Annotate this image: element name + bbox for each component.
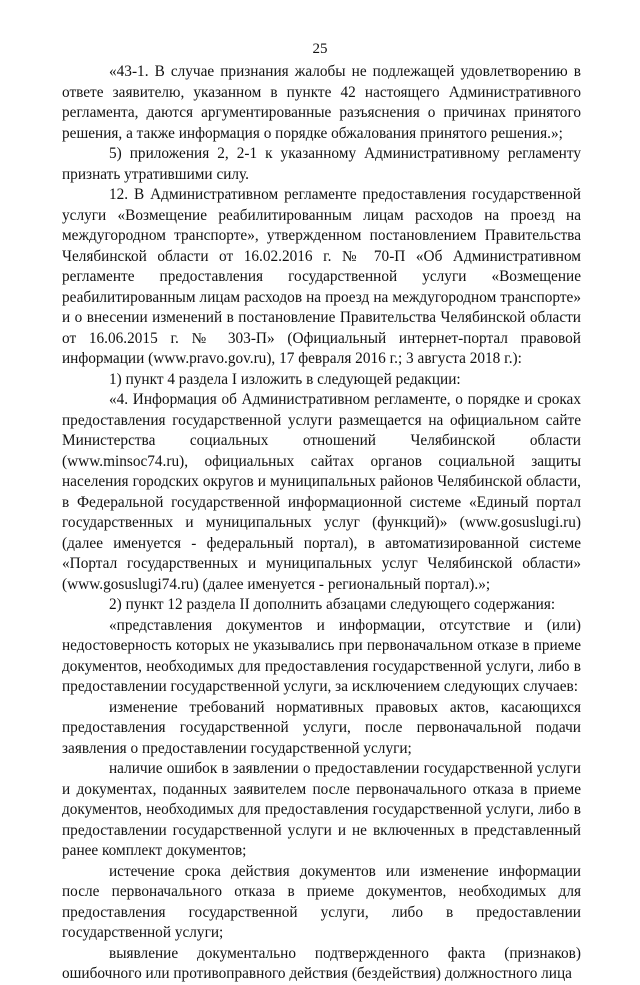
paragraph-errors: наличие ошибок в заявлении о предоставлении государственной услуги и документах, поданных заявителем после первоначального отказа в приеме документов, необходимых для предоставления государственной услуги, либо в предоставлении государственной услуги и не включенных в представленный ранее комплект документов; — [62, 760, 581, 859]
paragraph-item-4-text: «4. Информация об Административном регламенте, о порядке и сроках предоставления государственной услуги размещается на официальном сайте Министерства социальных отношений Челябинской области (www.minsoc74.ru), официальных сайтах органов социальной защиты населения городских округов и муниципальных районов Челябинской области, в Федеральной государственной информационной системе «Единый портал государственных и муниципальных услуг (функций)» (www.gosuslugi.ru) (далее именуется - федеральный портал), в автоматизированной системе «Портал государственных и муниципальных услуг Челябинской области» (www.gosuslugi74.ru) (далее именуется - региональный портал).»; — [62, 391, 581, 593]
paragraph-subitem-1: 1) пункт 4 раздела I изложить в следующей редакции: — [109, 370, 461, 388]
paragraph-identification: выявление документально подтвержденного факта (признаков) ошибочного или противоправного действия (бездействия) должностного лица — [62, 944, 581, 982]
paragraph-item-12: 12. В Административном регламенте предоставления государственной услуги «Возмещение реабилитированным лицам расходов на проезд на междугородном транспорте», утвержденном постановлением Правительства Челябинской области от 16.02.2016 г. № 70-П «Об Административном регламенте предоставления государственной услуги «Возмещение реабилитированным лицам расходов на проезд на междугородном транспорте» и о внесении изменений в постановление Правительства Челябинской области от 16.06.2015 г. № 303-П» (Официальный интернет-портал правовой информации (www.pravo.gov.ru), 17 февраля 2016 г.; 3 августа 2018 г.): — [62, 186, 581, 367]
page-number: 25 — [312, 41, 328, 57]
paragraph-43-1: «43-1. В случае признания жалобы не подлежащей удовлетворению в ответе заявителю, указанном в пункте 42 настоящего Административного регламента, даются аргументированные разъяснения о причинах принятого решения, а также информация о порядке обжалования принятого решения.»; — [62, 63, 581, 142]
paragraph-requirements-change: изменение требований нормативных правовых актов, касающихся предоставления государственной услуги, после первоначальной подачи заявления о предоставлении государственной услуги; — [62, 698, 581, 757]
document-body — [62, 62, 581, 985]
paragraph-expiry: истечение срока действия документов или изменение информации после первоначального отказа в приеме документов, необходимых для предоставления государственной услуги, либо в предоставлении государственной услуги; — [62, 862, 581, 941]
paragraph-subitem-2: 2) пункт 12 раздела II дополнить абзацами следующего содержания: — [109, 596, 556, 613]
paragraph-appendices: 5) приложения 2, 2-1 к указанному Административному регламенту признать утратившими силу. — [62, 145, 581, 183]
paragraph-documents-info: «представления документов и информации, отсутствие и (или) недостоверность которых не указывались при первоначальном отказе в приеме документов, необходимых для предоставления государственной услуги, либо в предоставлении государственной услуги, за исключением следующих случаев: — [62, 616, 581, 695]
